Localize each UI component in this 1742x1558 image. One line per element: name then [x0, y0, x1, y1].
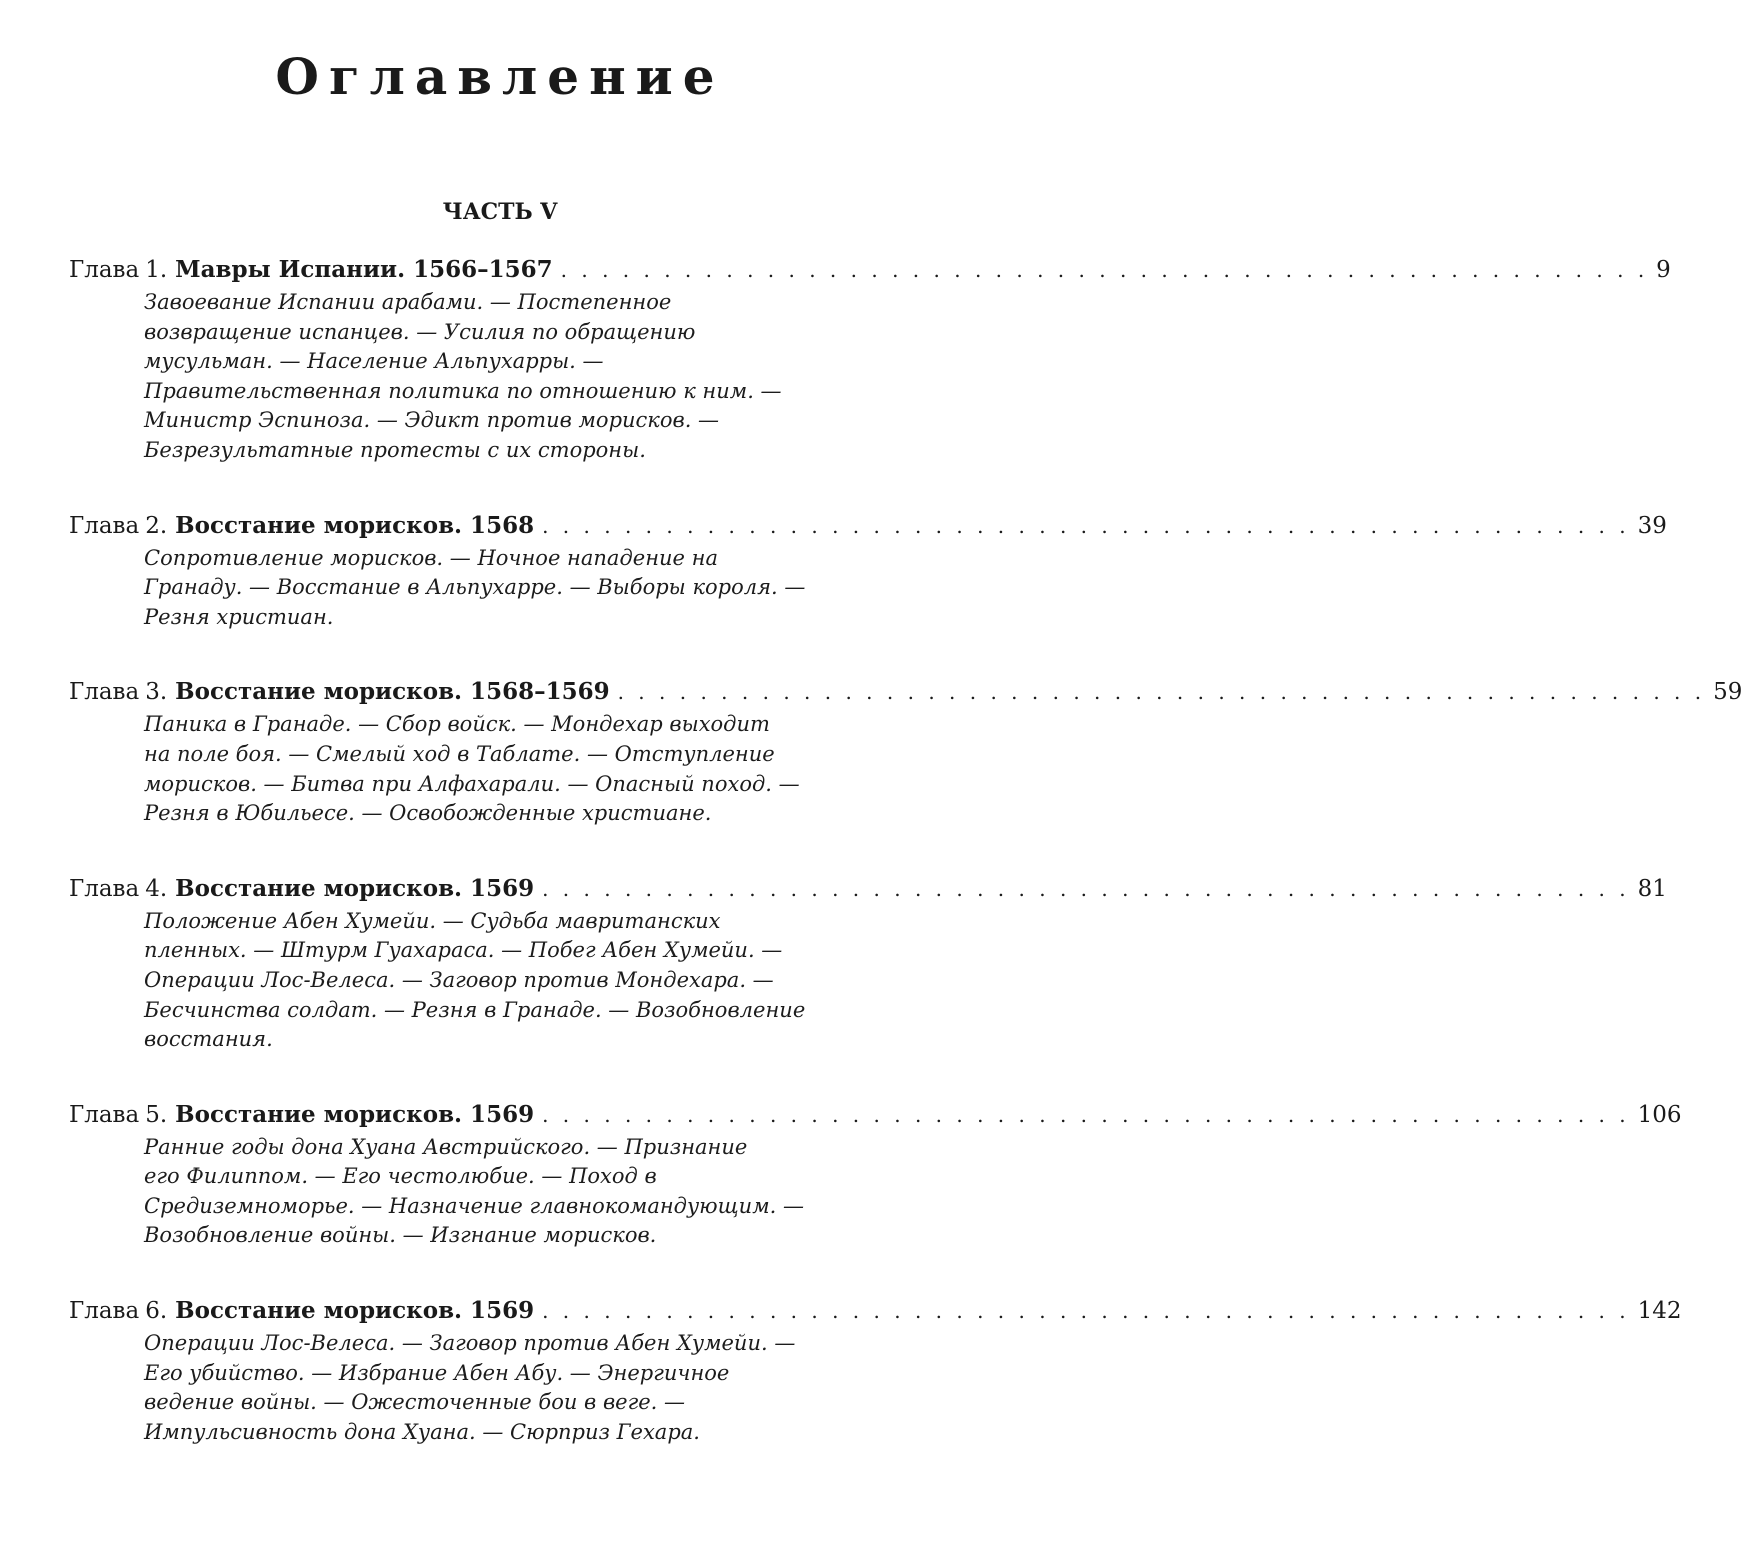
summary-line: Резня в Юбильесе. — Освобожденные христиане. [144, 801, 712, 826]
chapter-title: Мавры Испании. 1566–1567 [175, 256, 553, 283]
summary-line: Возобновление войны. — Изгнание морисков. [144, 1223, 657, 1248]
chapter-number: 5. [145, 1101, 168, 1128]
summary-line: морисков. — Битва при Алфахарали. — Опасный поход. — [144, 771, 800, 796]
summary-line: Операции Лос-Велеса. — Заговор против Абен Хумейи. — [144, 1331, 796, 1356]
toc-entry-chapter-5 [69, 1097, 1682, 1251]
chapter-label [69, 1097, 167, 1133]
chapter-summary [69, 907, 844, 1055]
toc-entry-line[interactable] [69, 1097, 1682, 1133]
chapter-title: Восстание морисков. 1569 [175, 1100, 535, 1128]
chapter-title: Восстание морисков. 1568 [175, 511, 535, 539]
summary-line: Ранние годы дона Хуана Австрийского. — Признание [144, 1134, 748, 1159]
dot-leader: . . . . . . . . . . . . . . . . . . . . . . . . . . . . . . . . . . . . . . . . . . . . . . . . . . . . . [542, 1102, 1630, 1127]
part-heading: ЧАСТЬ V [442, 199, 558, 225]
toc-entry-line[interactable] [69, 252, 1671, 288]
page-number: 142 [1637, 1298, 1682, 1325]
summary-line: Резня христиан. [144, 604, 334, 629]
page-number: 9 [1656, 257, 1671, 283]
summary-line: на поле боя. — Смелый ход в Таблате. — Отступление [144, 741, 775, 766]
summary-line: Бесчинства солдат. — Резня в Гранаде. — Возобновление [144, 997, 806, 1022]
summary-line: Гранаду. — Восстание в Альпухарре. — Выборы короля. — [144, 575, 806, 600]
table-of-contents [69, 252, 1742, 1447]
summary-line: восстания. [144, 1027, 273, 1052]
summary-line: возвращение испанцев. — Усилия по обращению [144, 319, 696, 344]
toc-entry-line[interactable] [69, 871, 1667, 907]
toc-entry-chapter-6 [69, 1293, 1682, 1447]
chapter-word: Глава [69, 1101, 140, 1128]
chapter-label [69, 508, 167, 544]
summary-line: Правительственная политика по отношению к ним. — [144, 378, 782, 403]
chapter-label [69, 252, 167, 288]
chapter-title: Восстание морисков. 1569 [175, 874, 535, 902]
dot-leader: . . . . . . . . . . . . . . . . . . . . . . . . . . . . . . . . . . . . . . . . . . . . . . . . . . . . . [560, 258, 1649, 282]
summary-line: Положение Абен Хумейи. — Судьба мавританских [144, 908, 721, 933]
summary-line: Операции Лос-Велеса. — Заговор против Мондехара. — [144, 967, 774, 992]
chapter-number: 6. [145, 1298, 168, 1325]
chapter-word: Глава [69, 679, 140, 706]
summary-line: Его убийство. — Избрание Абен Абу. — Энергичное [144, 1360, 730, 1385]
summary-line: Паника в Гранаде. — Сбор войск. — Мондехар выходит [144, 712, 770, 737]
chapter-word: Глава [69, 1298, 140, 1325]
toc-entry-chapter-3 [69, 674, 1742, 828]
dot-leader: . . . . . . . . . . . . . . . . . . . . . . . . . . . . . . . . . . . . . . . . . . . . . . . . . . . . . [617, 680, 1706, 705]
chapter-summary [69, 710, 844, 828]
dot-leader: . . . . . . . . . . . . . . . . . . . . . . . . . . . . . . . . . . . . . . . . . . . . . . . . . . . . . [542, 876, 1630, 901]
page-title: Оглавление [275, 47, 725, 106]
page-number: 106 [1637, 1101, 1682, 1128]
chapter-title: Восстание морисков. 1569 [175, 1297, 535, 1325]
chapter-word: Глава [69, 875, 140, 902]
page-number: 59 [1713, 679, 1742, 706]
summary-line: Сопротивление морисков. — Ночное нападение на [144, 545, 719, 570]
chapter-number: 2. [145, 512, 168, 539]
summary-line: пленных. — Штурм Гуахараса. — Побег Абен Хумейи. — [144, 938, 783, 963]
summary-line: мусульман. — Население Альпухарры. — [144, 349, 604, 374]
summary-line: Министр Эспиноза. — Эдикт против морисков. — [144, 408, 720, 433]
chapter-label [69, 871, 167, 907]
toc-entry-chapter-2 [69, 508, 1667, 633]
summary-line: Импульсивность дона Хуана. — Сюрприз Гехара. [144, 1419, 700, 1444]
toc-entry-line[interactable] [69, 508, 1667, 544]
dot-leader: . . . . . . . . . . . . . . . . . . . . . . . . . . . . . . . . . . . . . . . . . . . . . . . . . . . . . [542, 513, 1630, 538]
summary-line: Завоевание Испании арабами. — Постепенное [144, 290, 672, 314]
summary-line: Средиземноморье. — Назначение главнокомандующим. — [144, 1193, 804, 1218]
chapter-number: 1. [145, 257, 168, 283]
toc-entry-line[interactable] [69, 674, 1742, 710]
dot-leader: . . . . . . . . . . . . . . . . . . . . . . . . . . . . . . . . . . . . . . . . . . . . . . . . . . . . . [542, 1299, 1630, 1324]
summary-line: Безрезультатные протесты с их стороны. [144, 437, 646, 462]
chapter-label [69, 674, 167, 710]
chapter-word: Глава [69, 257, 140, 283]
toc-entry-chapter-4 [69, 871, 1667, 1055]
chapter-title: Восстание морисков. 1568–1569 [175, 678, 610, 706]
summary-line: ведение войны. — Ожесточенные бои в веге. — [144, 1390, 685, 1415]
toc-entry-chapter-1 [69, 252, 1671, 466]
summary-line: его Филиппом. — Его честолюбие. — Поход в [144, 1164, 657, 1189]
chapter-word: Глава [69, 512, 140, 539]
chapter-number: 4. [145, 875, 168, 902]
chapter-summary [69, 544, 844, 633]
chapter-label [69, 1293, 167, 1329]
chapter-summary [69, 1329, 844, 1447]
chapter-summary [69, 288, 844, 466]
chapter-summary [69, 1133, 844, 1251]
page-number: 39 [1637, 512, 1667, 539]
chapter-number: 3. [145, 679, 168, 706]
toc-entry-line[interactable] [69, 1293, 1682, 1329]
page-number: 81 [1637, 875, 1667, 902]
